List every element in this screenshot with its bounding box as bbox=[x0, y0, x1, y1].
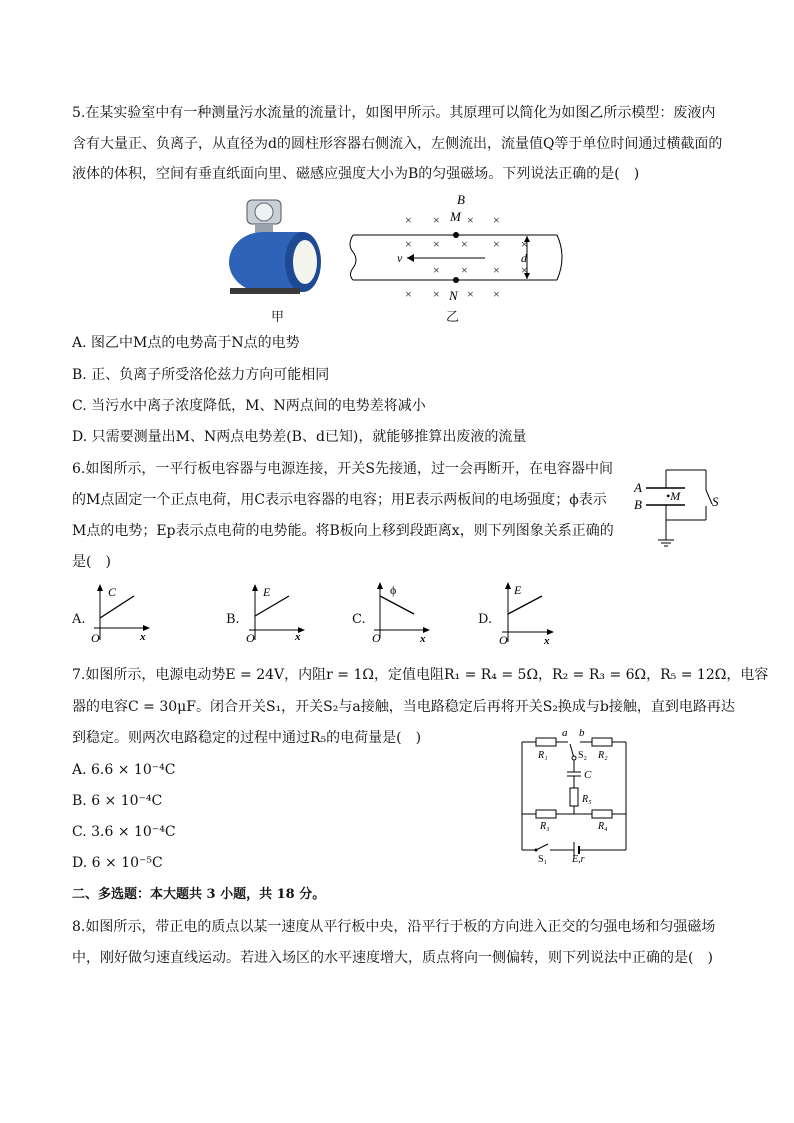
fig-caption-yi: 乙 bbox=[446, 310, 460, 325]
label-d: d bbox=[521, 251, 527, 265]
svg-text:x: x bbox=[544, 635, 550, 646]
q5-line-1: 5.在某实验室中有一种测量污水流量的流量计，如图甲所示。其原理可以简化为如图乙所示模型：废液内 bbox=[72, 105, 716, 121]
graph-a-label: A. bbox=[72, 612, 86, 627]
svg-text:×: × bbox=[521, 237, 528, 251]
svg-text:a: a bbox=[562, 728, 568, 739]
svg-text:×: × bbox=[461, 237, 468, 251]
svg-text:E,r: E,r bbox=[572, 854, 585, 865]
q5-line-2: 含有大量正、负离子，从直径为d的圆柱形容器右侧流入，左侧流出，流量值Q等于单位时间通过横截面的 bbox=[72, 136, 723, 152]
svg-text:S₁: S₁ bbox=[538, 854, 548, 865]
q7-option-a: A. 6.6 × 10⁻⁴C bbox=[72, 762, 176, 778]
q7-option-d: D. 6 × 10⁻⁵C bbox=[72, 855, 163, 871]
graph-c-label: C. bbox=[352, 612, 366, 627]
q5-option-d: D. 只需要测量出M、N两点电势差(B、d已知)，就能够推算出废液的流量 bbox=[72, 429, 527, 445]
svg-text:×: × bbox=[493, 263, 500, 277]
svg-text:×: × bbox=[493, 213, 500, 227]
svg-text:x: x bbox=[420, 633, 426, 642]
graph-b bbox=[243, 582, 313, 644]
svg-text:C: C bbox=[584, 769, 592, 781]
svg-text:b: b bbox=[579, 728, 585, 739]
fig-caption-jia: 甲 bbox=[271, 310, 285, 325]
svg-text:ϕ: ϕ bbox=[390, 583, 397, 597]
svg-text:×: × bbox=[521, 263, 528, 277]
svg-text:O: O bbox=[246, 631, 255, 644]
svg-text:R₃: R₃ bbox=[540, 821, 550, 832]
svg-text:R₅: R₅ bbox=[582, 794, 592, 805]
svg-text:×: × bbox=[493, 237, 500, 251]
q5-option-c: C. 当污水中离子浓度降低，M、N两点间的电势差将减小 bbox=[72, 398, 426, 414]
svg-text:S₂: S₂ bbox=[578, 750, 588, 761]
graph-d-label: D. bbox=[478, 612, 493, 627]
q8-line-2: 中，刚好做匀速直线运动。若进入场区的水平速度增大，质点将向一侧偏转，则下列说法中正确的是( ) bbox=[72, 950, 713, 966]
svg-text:O: O bbox=[499, 633, 508, 646]
svg-text:E: E bbox=[263, 585, 271, 599]
svg-text:B: B bbox=[634, 497, 642, 512]
svg-text:×: × bbox=[433, 263, 440, 277]
q7-line-1: 7.如图所示，电源电动势E = 24V，内阻r = 1Ω，定值电阻R₁ = R₄ = 5Ω，R₂ = R₃ = 6Ω，R₅ = 12Ω，电容 bbox=[72, 667, 769, 683]
svg-text:×: × bbox=[405, 237, 412, 251]
pipe-diagram bbox=[345, 190, 575, 315]
svg-text:O: O bbox=[372, 631, 381, 642]
svg-text:R₂: R₂ bbox=[598, 750, 608, 761]
q7-option-b: B. 6 × 10⁻⁴C bbox=[72, 793, 163, 809]
q6-line-3: M点的电势；Ep表示点电荷的电势能。将B板向上移到段距离x，则下列图象关系正确的 bbox=[72, 523, 614, 539]
q6-line-4: 是( ) bbox=[72, 554, 111, 570]
svg-text:×: × bbox=[467, 287, 474, 301]
svg-text:•M: •M bbox=[666, 489, 681, 503]
q8-line-1: 8.如图所示，带正电的质点以某一速度从平行板中央，沿平行于板的方向进入正交的匀强电场和匀强磁场 bbox=[72, 919, 716, 935]
svg-text:x: x bbox=[295, 631, 301, 643]
graph-a bbox=[88, 582, 158, 644]
svg-text:×: × bbox=[405, 287, 412, 301]
graph-d bbox=[496, 580, 566, 646]
svg-text:A: A bbox=[634, 480, 642, 495]
svg-text:×: × bbox=[405, 213, 412, 227]
svg-text:C: C bbox=[108, 585, 117, 599]
svg-text:R₁: R₁ bbox=[538, 750, 548, 761]
svg-text:×: × bbox=[433, 237, 440, 251]
svg-text:O: O bbox=[91, 631, 100, 644]
circuit-diagram bbox=[512, 728, 637, 866]
q5-option-a: A. 图乙中M点的电势高于N点的电势 bbox=[72, 335, 300, 351]
flowmeter-photo bbox=[225, 192, 335, 312]
svg-text:S: S bbox=[712, 494, 719, 509]
svg-text:×: × bbox=[467, 213, 474, 227]
label-B: B bbox=[457, 192, 465, 207]
svg-text:x: x bbox=[140, 631, 146, 643]
q6-line-2: 的M点固定一个正点电荷，用C表示电容器的电容；用E表示两板间的电场强度；ϕ表示 bbox=[72, 492, 607, 508]
graph-c bbox=[370, 580, 440, 642]
q5-line-3: 液体的体积，空间有垂直纸面向里、磁感应强度大小为B的匀强磁场。下列说法正确的是( ) bbox=[72, 166, 640, 182]
q5-option-b: B. 正、负离子所受洛伦兹力方向可能相同 bbox=[72, 367, 330, 383]
label-M: M bbox=[450, 209, 461, 224]
svg-text:×: × bbox=[493, 287, 500, 301]
q6-line-1: 6.如图所示，一平行板电容器与电源连接，开关S先接通，过一会再断开，在电容器中间 bbox=[72, 461, 613, 477]
section-heading-multiple-choice: 二、多选题：本大题共 3 小题，共 18 分。 bbox=[72, 887, 326, 902]
svg-text:R₄: R₄ bbox=[598, 821, 608, 832]
svg-text:×: × bbox=[433, 213, 440, 227]
graph-b-label: B. bbox=[226, 612, 240, 627]
svg-text:×: × bbox=[433, 287, 440, 301]
svg-text:E: E bbox=[514, 583, 522, 597]
q7-line-3: 到稳定。则两次电路稳定的过程中通过R₅的电荷量是( ) bbox=[72, 730, 422, 746]
label-v: v bbox=[397, 251, 403, 265]
q7-line-2: 器的电容C = 30μF。闭合开关S₁，开关S₂与a接触，当电路稳定后再将开关S₂换成与b接触，直到电路再达 bbox=[72, 699, 735, 715]
label-N: N bbox=[449, 288, 458, 303]
q7-option-c: C. 3.6 × 10⁻⁴C bbox=[72, 824, 176, 840]
svg-text:×: × bbox=[461, 263, 468, 277]
capacitor-diagram bbox=[630, 462, 725, 554]
